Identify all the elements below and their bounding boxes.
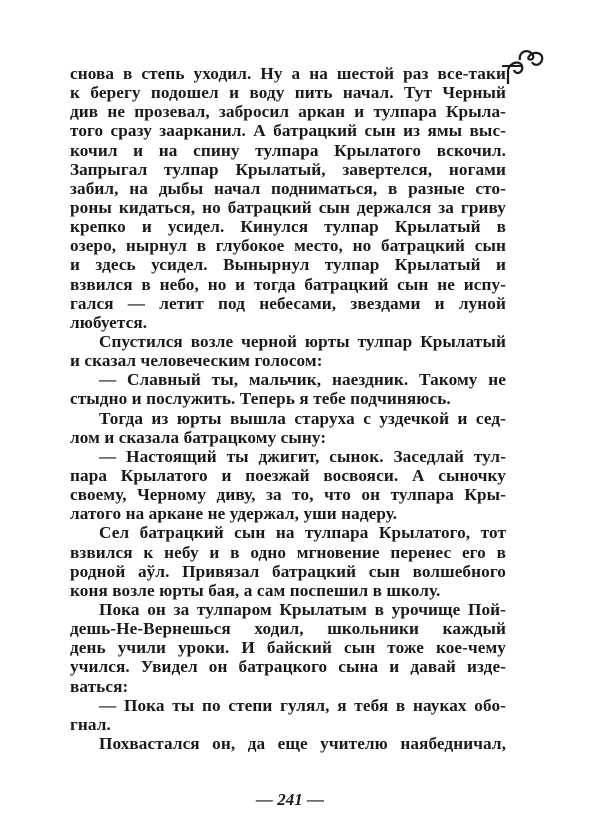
paragraph: [70, 447, 506, 524]
text-line: Тогда из юрты вышла старуха с уздечкой и сед-: [99, 408, 506, 428]
paragraph: [70, 370, 506, 408]
text-line: лом и сказала батрацкому сыну:: [70, 427, 327, 447]
text-line: Похвастался он, да еще учителю наябедничал,: [99, 733, 506, 753]
text-line: к берегу подошел и воду пить начал. Тут Черный: [70, 83, 506, 103]
paragraph: [70, 600, 506, 696]
text-line: учился. Увидел он батрацкого сына и давай изде-: [70, 657, 506, 677]
paragraph: [70, 64, 506, 332]
text-line: кочил и на спину тулпара Крылатого вскочил.: [70, 140, 506, 160]
text-line: Запрыгал тулпар Крылатый, завертелся, ногами: [70, 159, 506, 179]
paragraph: [70, 409, 506, 447]
text-line: коня возле юрты бая, а сам поспешил в школу.: [70, 580, 441, 600]
text-line: взвился к небу и в одно мгновение перенес его в: [70, 542, 506, 562]
book-page-text: [70, 64, 506, 753]
text-line: латого на аркане не удержал, уши надеру.: [70, 504, 398, 524]
text-line: Пока он за тулпаром Крылатым в урочище Пой-: [99, 599, 506, 619]
text-line: — Славный ты, мальчик, наездник. Такому не: [99, 370, 506, 390]
text-line: и сказал человеческим голосом:: [70, 351, 323, 371]
paragraph: [70, 523, 506, 600]
text-line: пара Крылатого и поезжай восвояси. А сыночку: [70, 465, 506, 485]
text-line: — Настоящий ты джигит, сынок. Заседлай тул-: [99, 446, 506, 466]
text-line: гался — летит под небесами, звездами и луной: [70, 293, 506, 313]
text-line: снова в степь уходил. Ну а на шестой раз все-таки: [70, 64, 506, 83]
paragraph: [70, 696, 506, 734]
page-number: — 241 —: [256, 790, 324, 809]
text-line: гнал.: [70, 714, 111, 734]
text-line: стыдно и послужить. Теперь я тебе подчиняюсь.: [70, 389, 451, 409]
paragraph: [70, 332, 506, 370]
text-line: див не прозевал, забросил аркан и тулпара Крыла-: [70, 102, 506, 122]
text-line: ваться:: [70, 676, 129, 696]
text-line: Спустился возле черной юрты тулпар Крылатый: [99, 331, 506, 351]
text-line: своему, Черному диву, за то, что он тулпара Кры-: [70, 485, 506, 505]
text-line: день учили уроки. И байский сын тоже кое-чему: [70, 638, 506, 658]
text-line: роны кидаться, но батрацкий сын держался за гриву: [70, 197, 506, 217]
text-line: крепко и усидел. Кинулся тулпар Крылатый в: [70, 217, 506, 237]
text-line: озеро, нырнул в глубокое место, но батрацкий сын: [70, 236, 506, 256]
paragraph: [70, 734, 506, 753]
text-line: и здесь усидел. Вынырнул тулпар Крылатый и: [70, 255, 506, 275]
text-line: — Пока ты по степи гулял, я тебя в науках обо-: [99, 695, 506, 715]
text-line: любуется.: [70, 312, 148, 332]
text-line: того сразу заарканил. А батрацкий сын из ямы выс-: [70, 121, 506, 141]
text-line: дешь-Не-Вернешься ходил, школьники каждый: [70, 619, 506, 639]
text-line: Сел батрацкий сын на тулпара Крылатого, тот: [99, 523, 506, 543]
text-line: родной аўл. Привязал батрацкий сын волшебного: [70, 561, 506, 581]
text-line: взвился в небо, но и тогда батрацкий сын не испу-: [70, 274, 506, 294]
text-line: забил, на дыбы начал подниматься, в разные сто-: [70, 178, 506, 198]
